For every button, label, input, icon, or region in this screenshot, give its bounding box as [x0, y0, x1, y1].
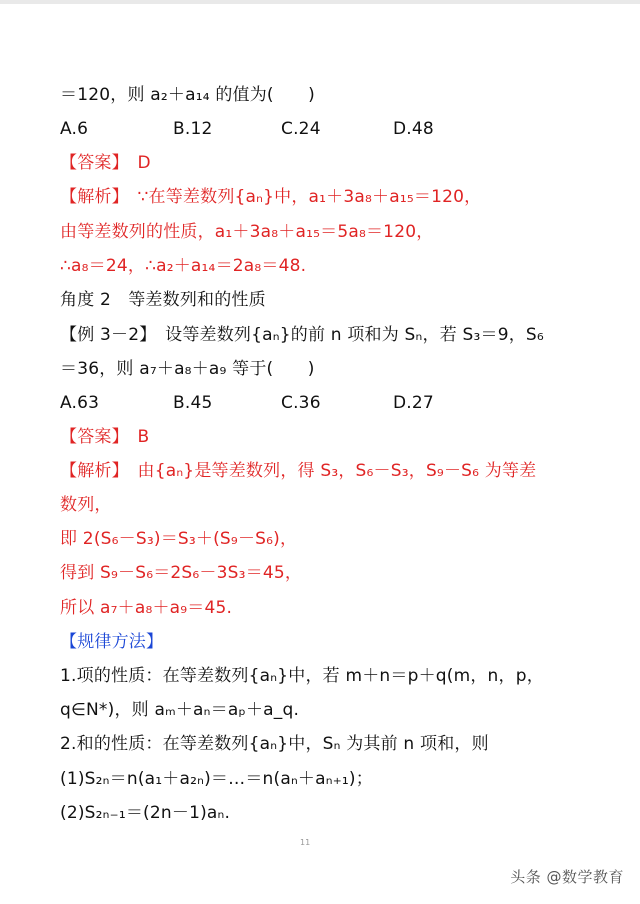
page-number: 11 — [300, 838, 311, 847]
method-line-5: (2)S₂ₙ₋₁＝(2n－1)aₙ. — [60, 803, 231, 823]
choice-c: C.36 — [281, 393, 321, 413]
method-heading: 【规律方法】 — [60, 632, 164, 652]
method-line-3: 2.和的性质：在等差数列{aₙ}中，Sₙ 为其前 n 项和，则 — [60, 734, 489, 754]
solution2-line-2: 数列， — [60, 495, 112, 515]
solution-line-2: 由等差数列的性质，a₁＋3a₈＋a₁₅＝5a₈＝120， — [60, 222, 434, 242]
choice-d: D.27 — [393, 393, 434, 413]
solution2-line-3: 即 2(S₆－S₃)＝S₃＋(S₉－S₆)， — [60, 529, 298, 549]
method-line-1: 1.项的性质：在等差数列{aₙ}中，若 m＋n＝p＋q(m，n，p， — [60, 666, 544, 686]
solution2-line-1: 【解析】 由{aₙ}是等差数列，得 S₃，S₆－S₃，S₉－S₆ 为等差 — [60, 461, 537, 481]
method-line-4: (1)S₂ₙ＝n(a₁＋a₂ₙ)＝…＝n(aₙ＋aₙ₊₁)； — [60, 769, 373, 789]
watermark: 头条 @数学教育 — [510, 868, 624, 886]
answer-line-1: 【答案】 D — [60, 153, 151, 173]
choice-b: B.12 — [173, 119, 213, 139]
method-line-2: q∈N*)，则 aₘ＋aₙ＝aₚ＋a_q. — [60, 700, 300, 720]
choice-a: A.63 — [60, 393, 100, 413]
solution-line-3: ∴a₈＝24，∴a₂＋a₁₄＝2a₈＝48. — [60, 256, 307, 276]
solution2-line-5: 所以 a₇＋a₈＋a₉＝45. — [60, 598, 233, 618]
answer-line-2: 【答案】 B — [60, 427, 150, 447]
example-line-2: ＝36，则 a₇＋a₈＋a₉ 等于( ) — [60, 359, 315, 379]
section-heading: 角度 2 等差数列和的性质 — [60, 290, 266, 310]
solution-line-1: 【解析】 ∵在等差数列{aₙ}中，a₁＋3a₈＋a₁₅＝120， — [60, 187, 482, 207]
choice-d: D.48 — [393, 119, 434, 139]
choice-c: C.24 — [281, 119, 321, 139]
solution2-line-4: 得到 S₉－S₆＝2S₆－3S₃＝45， — [60, 563, 303, 583]
choice-b: B.45 — [173, 393, 213, 413]
question-continuation: ＝120，则 a₂＋a₁₄ 的值为( ) — [60, 85, 315, 105]
example-line-1: 【例 3－2】 设等差数列{aₙ}的前 n 项和为 Sₙ，若 S₃＝9，S₆ — [60, 325, 544, 345]
choice-a: A.6 — [60, 119, 89, 139]
